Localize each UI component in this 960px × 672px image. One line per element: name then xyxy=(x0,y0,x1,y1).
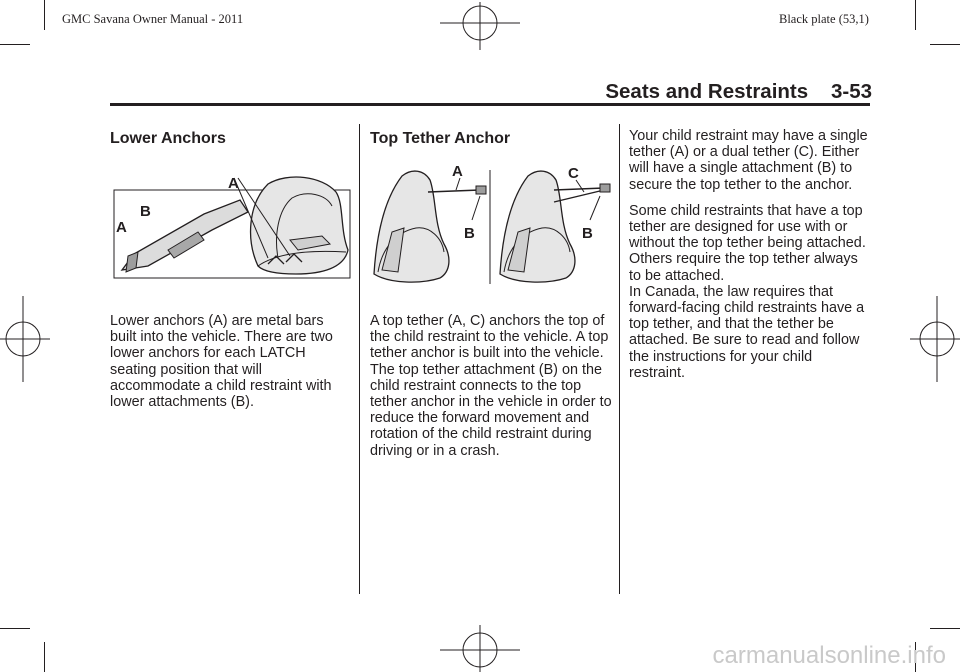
registration-mark-left xyxy=(0,296,50,382)
column-divider xyxy=(359,124,360,594)
figure-label: B xyxy=(582,225,593,242)
plate-label: Black plate (53,1) xyxy=(779,12,869,26)
paragraph: Lower anchors (A) are metal bars built into the vehicle. There are two lower anchors for each LATCH seating position that will accommodate a child restraint with lower attachments (B). xyxy=(110,313,333,411)
paragraph: Your child restraint may have a single tether (A) or a dual tether (C). Either will have a single attachment (B) to secure the top tether to the anchor. xyxy=(629,128,868,193)
registration-mark-bottom xyxy=(440,625,520,672)
figure-label: B xyxy=(140,203,151,220)
lower-anchors-text xyxy=(110,313,350,420)
watermark: carmanualsonline.info xyxy=(712,642,946,669)
paragraph: Some child restraints that have a top tether are designed for use with or without the top tether being attached. Others require the top tether always to be attached. In Canada, the law requires that forward-facing child restraints have a top tether, and that the tether be attached. Be sure to read and follow the instructions for your child restraint. xyxy=(629,202,866,381)
heading-top-tether-anchor: Top Tether Anchor xyxy=(370,130,511,147)
figure-label: A xyxy=(452,163,463,180)
registration-mark-top xyxy=(440,2,520,50)
section-title: Seats and Restraints xyxy=(605,80,809,103)
figure-label: A xyxy=(228,175,239,192)
figure-label: C xyxy=(568,165,579,182)
header-rule xyxy=(110,103,870,106)
page-number: 3-53 xyxy=(830,80,872,103)
figure-label: B xyxy=(464,225,475,242)
figure-label: A xyxy=(116,219,127,236)
paragraph: A top tether (A, C) anchors the top of the child restraint to the vehicle. A top tether anchor is built into the vehicle. The top tether attachment (B) on the child restraint connects to the top tether anchor in the vehicle in order to reduce the forward movement and rotation of the child restraint during driving or in a crash. xyxy=(370,313,612,459)
running-title xyxy=(605,80,872,104)
top-tether-text xyxy=(370,313,614,469)
lower-anchors-illustration xyxy=(108,170,354,284)
heading-lower-anchors: Lower Anchors xyxy=(110,130,226,147)
top-tether-illustration xyxy=(368,162,612,290)
tether-details-text xyxy=(629,128,871,391)
book-title: GMC Savana Owner Manual - 2011 xyxy=(62,12,244,26)
registration-mark-right xyxy=(910,296,960,382)
column-divider xyxy=(619,124,620,594)
